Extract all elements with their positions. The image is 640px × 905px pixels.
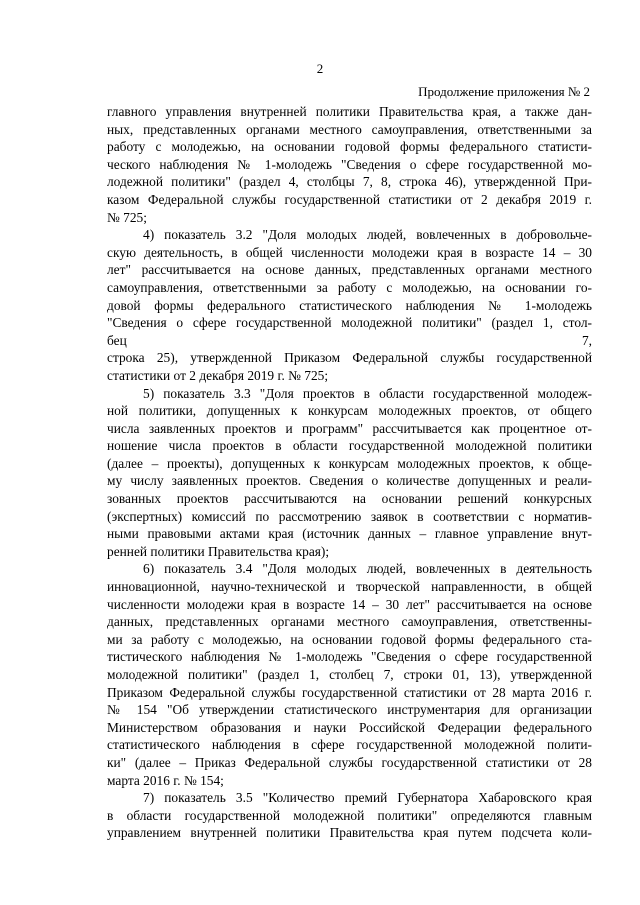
text-line: му числу заявленных проектов. Сведения о количестве допущенных и реали- [107, 473, 592, 489]
text-line: ношение числа проектов в области государственной молодежной политики [107, 438, 592, 454]
text-line: в области государственной молодежной политики" определяются главным [107, 807, 592, 823]
text-line: ных, представленных органами местного самоуправления, ответственными за [107, 121, 592, 137]
text-line: казом Федеральной службы государственной статистики от 2 декабря 2019 г. [107, 191, 592, 207]
text-line: ными правовыми актами края (источник данных – главное управление внут- [107, 526, 592, 542]
text-line: Приказом Федеральной службы государственной статистики от 28 марта 2016 г. [107, 684, 592, 700]
text-line: числа заявленных проектов и программ" рассчитывается как процентное от- [107, 420, 592, 436]
text-line: инновационной, научно-технической и творческой направленности, в общей [107, 579, 592, 595]
text-line: ки" (далее – Приказ Федеральной службы государственной статистики от 28 [107, 754, 592, 770]
text-line: статистики от 2 декабря 2019 г. № 725; [107, 367, 329, 383]
text-line: самоуправления, ответственными за работу с молодежью, на основании го- [107, 279, 592, 295]
text-line: довой формы федерального статистического наблюдения № 1-молодежь [107, 297, 592, 313]
text-line: ренней политики Правительства края); [107, 543, 330, 559]
text-line: молодежной политики" (раздел 1, столбец 7, строки 01, 13), утвержденной [107, 667, 592, 682]
text-line: 5) показатель 3.3 "Доля проектов в области государственной молодеж- [143, 385, 592, 401]
text-line: тистического наблюдения № 1-молодежь "Сведения о сфере государственной [107, 649, 592, 665]
text-line: зованных проектов рассчитываются на основании решений конкурсных [107, 491, 592, 507]
text-line: управлением внутренней политики Правительства края путем подсчета коли- [107, 825, 592, 841]
text-line: главного управления внутренней политики Правительства края, а также дан- [107, 104, 592, 119]
text-line: численности молодежи края в возрасте 14 – 30 лет" рассчитывается на основе [107, 596, 592, 612]
text-line: 7) показатель 3.5 "Количество премий Губернатора Хабаровского края [143, 790, 592, 806]
text-line: Министерством образования и науки Российской Федерации федерального [107, 719, 592, 735]
text-line: (далее – проекты), допущенных к конкурсам молодежных проектов, к обще- [107, 455, 592, 471]
text-line: "Сведения о сфере государственной молодежной политики" (раздел 1, стол- [107, 315, 592, 331]
text-line: скую деятельность, в общей численности молодежи края в возрасте 14 – 30 [107, 244, 592, 260]
text-line: ной политики, допущенных к конкурсам молодежных проектов, от общего [107, 403, 592, 419]
text-line: 6) показатель 3.4 "Доля молодых людей, вовлеченных в деятельность [143, 561, 592, 577]
text-line: статистического наблюдения в сфере государственной молодежной полити- [107, 737, 592, 753]
text-line: ческого наблюдения № 1-молодежь "Сведения о сфере государственной мо- [107, 156, 592, 172]
appendix-continuation-note: Продолжение приложения № 2 [418, 84, 590, 99]
text-line: (экспертных) комиссий по рассмотрению заявок в соответствии с норматив- [107, 508, 592, 524]
text-line: марта 2016 г. № 154; [107, 772, 224, 788]
text-line: лет" рассчитывается на основе данных, представленных органами местного [107, 262, 592, 278]
text-line: 4) показатель 3.2 "Доля молодых людей, вовлеченных в добровольче- [143, 227, 592, 243]
text-line: № 154 "Об утверждении статистического инструментария для организации [107, 702, 592, 718]
text-line: № 725; [107, 209, 147, 225]
text-line: бец 7, [107, 332, 592, 348]
text-line: работу с молодежью, на основании годовой формы федерального статисти- [107, 139, 592, 155]
text-line: ми за работу с молодежью, на основании годовой формы федерального ста- [107, 631, 592, 647]
text-line: строка 25), утвержденной Приказом Федеральной службы государственной [107, 350, 592, 366]
page-number: 2 [316, 61, 324, 76]
text-line: лодежной политики" (раздел 4, столбцы 7, 8, строка 46), утвержденной При- [107, 174, 592, 190]
document-body [107, 103, 592, 842]
text-line: данных, представленных органами местного самоуправления, ответственны- [107, 614, 592, 630]
